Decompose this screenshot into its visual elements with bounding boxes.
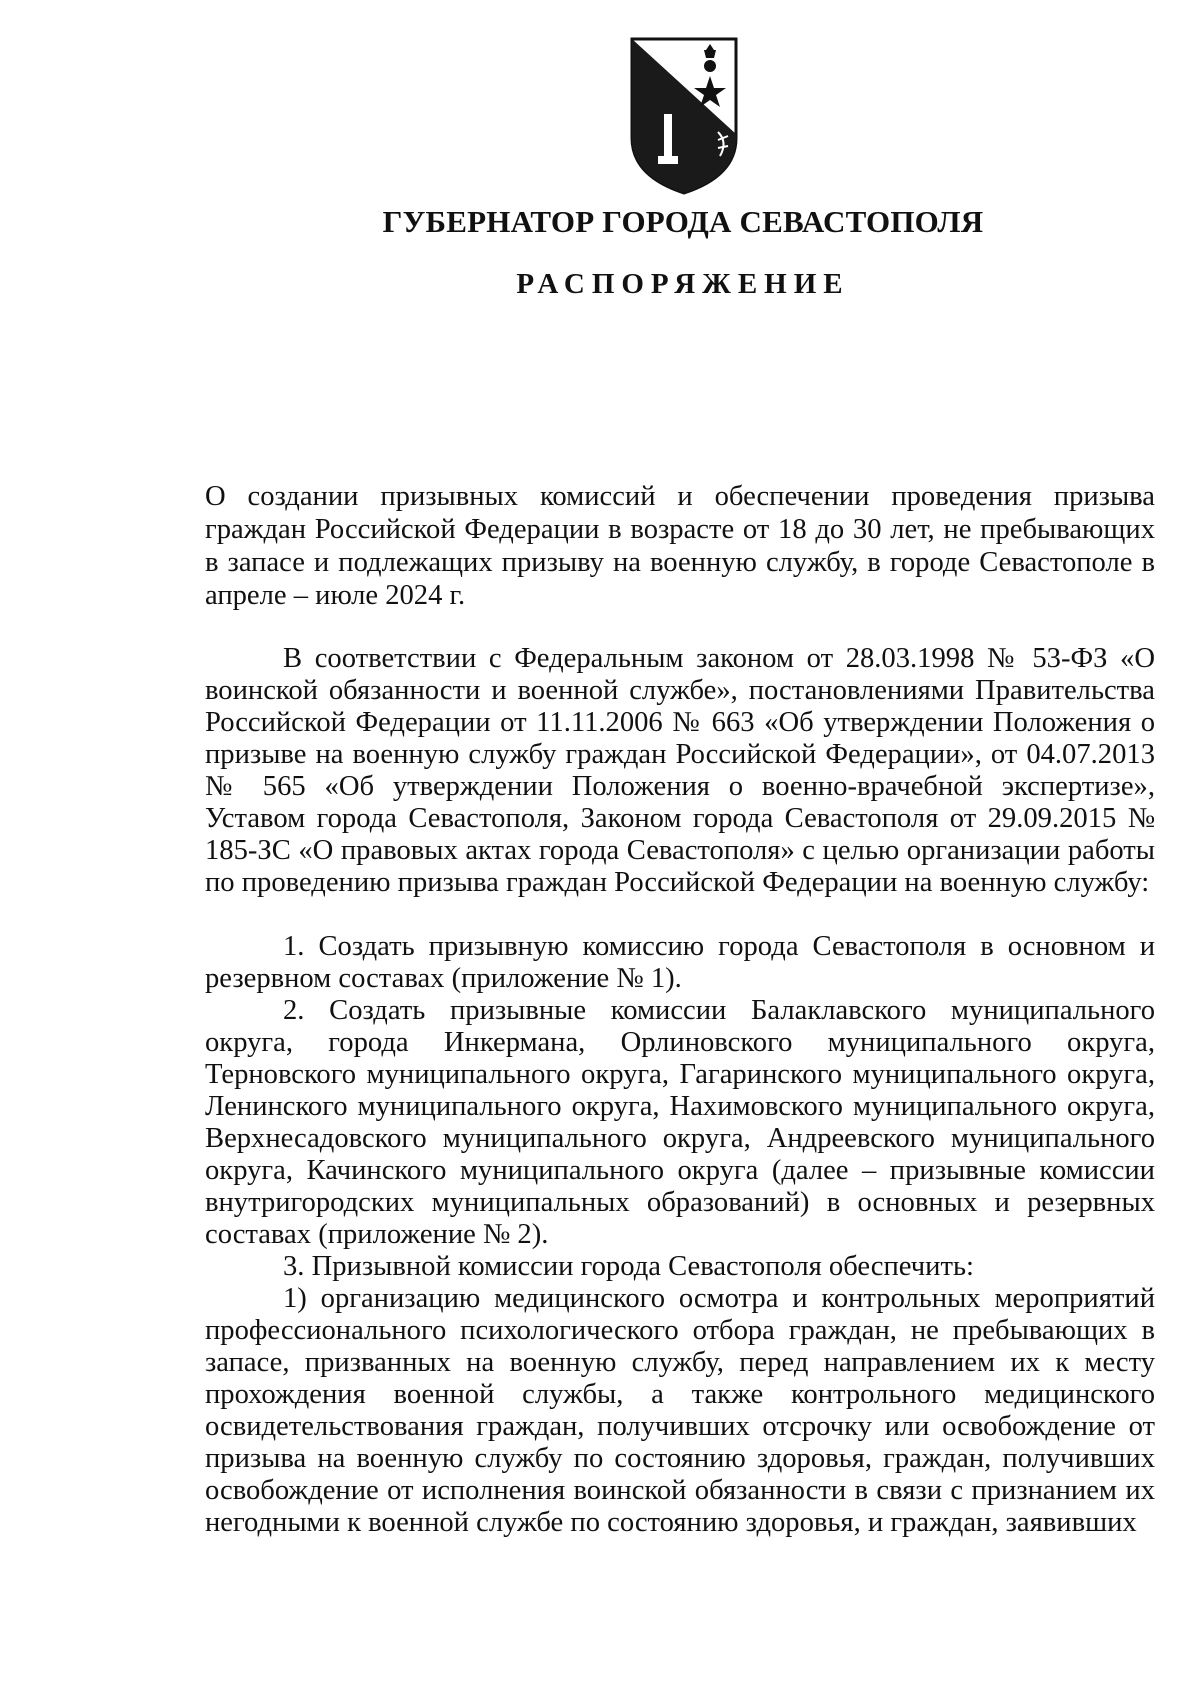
item-1-paragraph: 1. Создать призывную комиссию города Севастополя в основном и резервном составах (приложение № 1). <box>205 931 1155 994</box>
issuing-authority-title: ГУБЕРНАТОР ГОРОДА СЕВАСТОПОЛЯ <box>382 204 984 239</box>
item-3-1-paragraph: 1) организацию медицинского осмотра и контрольных мероприятий профессионального психологического отбора граждан, не пребывающих в запасе, призванных на военную службу, перед направлением их к месту прохождения военной службы, а также контрольного медицинского освидетельствования граждан, получивших отсрочку или освобождение от призыва на военную службу по состоянию здоровья, граждан, получивших освобождение от исполнения воинской обязанности в связи с признанием их негодными к военной службе по состоянию здоровья, и граждан, заявивших <box>205 1283 1155 1538</box>
preamble-paragraph: В соответствии с Федеральным законом от 28.03.1998 № 53-ФЗ «О воинской обязанности и военной службе», постановлениями Правительства Российской Федерации от 11.11.2006 № 663 «Об утверждении Положения о призыве на военную службу граждан Российской Федерации», от 04.07.2013 № 565 «Об утверждении Положения о военно-врачебной экспертизе», Уставом города Севастополя, Законом города Севастополя от 29.09.2015 № 185-ЗС «О правовых актах города Севастополя» с целью организации работы по проведению призыва граждан Российской Федерации на военную службу: <box>205 643 1155 898</box>
document-subject: О создании призывных комиссий и обеспечении проведения призыва граждан Российской Федерации в возрасте от 18 до 30 лет, не пребывающих в запасе и подлежащих призыву на военную службу, в городе Севастополе в апреле – июле 2024 г. <box>205 481 1155 611</box>
coat-of-arms-emblem <box>618 36 750 196</box>
document-type-title: РАСПОРЯЖЕНИЕ <box>516 268 850 300</box>
item-3-paragraph: 3. Призывной комиссии города Севастополя обеспечить: <box>283 1251 974 1282</box>
document-body <box>205 643 1155 1539</box>
item-2-paragraph: 2. Создать призывные комиссии Балаклавского муниципального округа, города Инкермана, Орлиновского муниципального округа, Терновского муниципального округа, Гагаринского муниципального округа, Ленинского муниципального округа, Нахимовского муниципального округа, Верхнесадовского муниципального округа, Андреевского муниципального округа, Качинского муниципального округа (далее – призывные комиссии внутригородских муниципальных образований) в основных и резервных составах (приложение № 2). <box>205 995 1155 1250</box>
